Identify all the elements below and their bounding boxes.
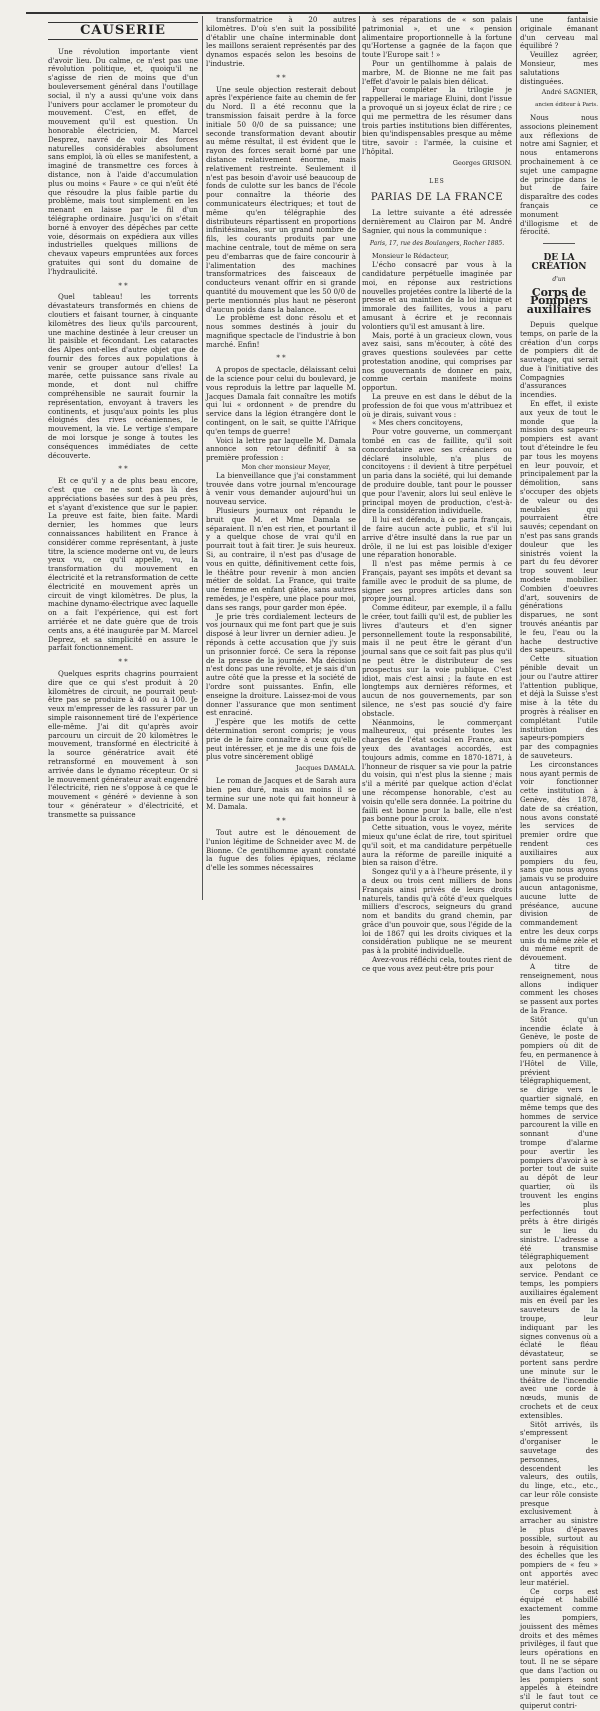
paragraph: Mais, porté à un gracieux clown, vous avez saisi, sans m'écouter, à côté des graves questions soulevées par cette protestation anodine, qui comprises par nos gouvernants de donner en paix, comme certain manifeste moins opportun. xyxy=(362,330,512,393)
column-3 xyxy=(362,15,512,973)
paragraph: Veuillez agréer, Monsieur, mes salutations distinguées. xyxy=(520,50,598,86)
section-stars: * * xyxy=(118,658,128,667)
paragraph: J'espère que les motifs de cette détermination seront compris; je vous prie de le faire connaître à ceux qu'elle peut intéresser, et je me dis une fois de plus votre sincèrement obligé xyxy=(206,717,356,762)
column-separator xyxy=(359,16,360,900)
paragraph: La bienveillance que j'ai constamment trouvée dans votre journal m'encourage à venir vous demander aujourd'hui un nouveau service. xyxy=(206,470,356,507)
paragraph: Tout autre est le dénouement de l'union légitime de Schneider avec M. de Bionne. Ce gentilhomme ayant constaté la fugue des folies épiques, réclame d'elle les sommes nécessaires xyxy=(206,827,356,873)
paragraph: transformatrice à 20 autres kilomètres. D'où s'en suit la possibilité d'établir une chaîne interminable dont les maillons seraient représentés par des dynamos espacés selon les besoins de l'industrie. xyxy=(206,15,356,68)
top-rule xyxy=(26,12,588,14)
paragraph: Nous nous associons pleinement aux réflexions de notre ami Sagnier, et nous entamerons prochainement à ce sujet une campagne de principe dans le but de faire disparaître des codes français ce monument d'illogisme et de férocité. xyxy=(520,112,598,237)
paragraph: Néanmoins, le commerçant malheureux, qui présente toutes les charges de l'état social en France, aux yeux des avantages accordés, est toujours admis, comme en 1870-1871, à l'honneur de risquer sa vie pour la patrie du voisin, qui n'est plus la sienne ; mais s'il a mérité par quelque action d'éclat une récompense honorable, c'est au voisin qu'elle sera donnée. La poitrine du failli est bonne pour la balle, elle n'est pas bonne pour la croix. xyxy=(362,717,512,824)
paragraph: Plusieurs journaux ont répandu le bruit que M. et Mme Damala se séparaient. Il n'en est rien, et pourtant il y a quelque chose de vrai qu'il en pourrait tout à fait tirer. Je suis heureux. Si, au contraire, il n'est pas d'usage de vous en quitte, définitivement cette fois, le théâtre pour revenir à mon ancien métier de soldat. La France, qui traite une femme en enfant gâtée, sans autres remèdes, je l'espère, une place pour moi, dans ses rangs, pour garder mon épée. xyxy=(206,506,356,612)
causerie-title: CAUSERIE xyxy=(48,22,198,40)
signature: Jacques DAMALA. xyxy=(295,764,356,773)
signature-title: ancien éditeur à Paris. xyxy=(535,102,598,109)
column-2 xyxy=(206,16,356,900)
paragraph: Pour votre gouverne, un commerçant tombé en cas de faillite, qu'il soit concordataire avec ses créanciers ou déclaré insoluble, n'a plus de concitoyens : il devient à titre perpétuel un paria dans la société, qui lui demande de produire double, tant pour le pousser que pour l'avenir, alors lui seul enlève le principal moyen de production, c'est-à-dire la considération individuelle. xyxy=(362,427,512,516)
section-stars: * * xyxy=(276,817,286,826)
signature: André SAGNIER, xyxy=(541,88,598,97)
column-4 xyxy=(520,15,599,1711)
paragraph: Sitôt arrivés, ils s'empressent d'organiser le sauvetage des personnes, descendent les valeurs, des outils, du linge, etc., etc., car leur rôle consiste presque exclusivement à arracher au sinistre le plus d'épaves possible, surtout au besoin à réquisition des échelles que les pompiers de « feu » ont apportés avec leur matériel. xyxy=(520,1419,598,1587)
paragraph: La lettre suivante a été adressée dernièrement au Clairon par M. André Sagnier, qui nous la communique : xyxy=(362,208,512,235)
paragraph: Sitôt qu'un incendie éclate à Genève, le poste de pompiers où dit de feu, en permanence à l'Hôtel de Ville, prévient télégraphiquement, se dirige vers le quartier signalé, en même temps que des hommes de service parcourent la ville en sonnant d'une trompe d'alarme pour avertir les pompiers d'avoir à se porter tout de suite au dépôt de leur quartier, où ils trouvent les engins les plus perfectionnés tout prêts à être dirigés sur le lieu du sinistre. L'adresse a été transmise télégraphiquement aux pelotons de service. Pendant ce temps, les pompiers auxiliaires également mis en éveil par les sauveteurs de la troupe, leur indiquant par les signes convenus où a éclaté le fléau dévastateur, se portent sans perdre une minute sur le théâtre de l'incendie avec une corde à nœuds, munis de crochets et de ceux extensibles. xyxy=(520,1014,599,1420)
paragraph: Depuis quelque temps, on parle de la création d'un corps de pompiers dit de sauvetage, qui serait due à l'initiative des Compagnies d'assurances incendies. xyxy=(520,319,598,400)
article-title-main: Corps de Pompiers auxiliaires xyxy=(526,285,592,317)
paragraph: une fantaisie originale émanant d'un cerveau mal équilibré ? xyxy=(520,15,598,51)
paragraph: Il n'est pas même permis à ce Français, payant ses impôts et devant sa famille avec le produit de sa plume, de signer ses propres articles dans son propre journal. xyxy=(362,559,512,604)
paragraph: Une seule objection resterait debout après l'expérience faite au chemin de fer du Nord. Il a été reconnu que la transmission faisait perdre à la force initiale 50 0/0 de sa puissance; une seconde transformation devant aboutir au même résultat, il est évident que le rayon des forces serait borné par une distance relativement énorme, mais relativement restreinte. Seulement il n'est pas besoin d'avoir usé beaucoup de fonds de culotte sur les bancs de l'école pour connaître la théorie des communicateurs électriques; et tout de même qu'en télégraphie des distributeurs répartissent en proportions infinitésimales, sur un grand nombre de fils, les courants produits par une machine centrale, tout de même on sera peu d'embarras que de faire concourir à l'alimentation des machines transformatrices des faisceaux de conducteurs venant offrir en si grande quantité du mouvement que les 50 0/0 de perte mentionnés plus haut ne pèseront d'aucun poids dans la balance. xyxy=(206,84,356,314)
column-separator xyxy=(516,16,517,900)
section-stars: * * xyxy=(276,73,286,82)
paragraph: Le roman de Jacques et de Sarah aura bien peu duré, mais au moins il se termine sur une note qui fait honneur à M. Damala. xyxy=(206,775,356,812)
article-title-connector: d'un xyxy=(552,275,566,283)
column-1 xyxy=(48,16,198,900)
paragraph: Ce corps est équipé et habillé exactement comme les pompiers, jouissent des mêmes droits et des mêmes privilèges, il faut que leurs opérations en tout. Il ne se sépare que dans l'action ou les pompiers sont appelés à éteindre s'il le faut tout ce quiperut contri- xyxy=(520,1586,598,1711)
signature: Georges GRISON. xyxy=(452,158,512,167)
paragraph: A propos de spectacle, délaissant celui de la science pour celui du boulevard, je vous reproduis la lettre par laquelle M. Jacques Damala fait connaître les motifs qui lui « ordonnent » de prendre du service dans la légion étrangère dont le contingent, on le sait, se quitte l'Afrique qu'en temps de guerre! xyxy=(206,365,356,436)
paragraph: Et ce qu'il y a de plus beau encore, c'est que ce ne sont pas là des appréciations basées sur des à peu près, et s'ayant d'existence que sur le papier. La preuve est faite, bien faite. Mardi dernier, les hommes que leurs connaissances habilitent en France à considérer comme représentant, à juste titre, la science moderne ont vu, de leurs yeux vu, ce qu'il appelle, vu, la transformation du mouvement en électricité et la retransformation de cette électricité en mouvement après un circuit de vingt kilomètres. De plus, la machine dynamo-électrique avec laquelle on a fait l'expérience, qui est fort arriérée et ne date guère que de trois cents ans, a été inaugurée par M. Marcel Deprez, et sa simplicité en assure le parfait fonctionnement. xyxy=(48,476,198,653)
letter-address: Paris, 17, rue des Boulangers, Rocher 1885. xyxy=(369,239,505,247)
paragraph: L'écho consacré par vous à la candidature perpétuelle imaginée par moi, en réponse aux restrictions nouvelles projetées contre la liberté de la presse et au maintien de la loi inique et immorale des faillites, vous a paru amusant à écrire et je reconnais volontiers qu'il est amusant à lire. xyxy=(362,260,512,331)
letter-salutation: Mon cher monsieur Meyer, xyxy=(241,463,331,472)
article-kicker: LES xyxy=(429,177,445,185)
paragraph: « Mes chers concitoyens, xyxy=(372,418,463,428)
column-separator xyxy=(202,16,203,900)
paragraph: Cette situation, vous le voyez, mérite mieux qu'une éclat de rire, tout spirituel qu'il soit, et ma candidature perpétuelle aura la réforme de pareille iniquité a bien sa raison d'être. xyxy=(362,823,512,868)
letter-salutation: Monsieur le Rédacteur, xyxy=(372,252,449,261)
article-title: DE LA CRÉATION xyxy=(531,253,587,272)
paragraph: Pour compléter la trilogie je rappellerai le mariage Eluini, dont l'issue a provoqué un si joyeux éclat de rire ; ce qui me permettra de les résumer dans trois parties institutions bien différentes, bien qu'indispensables presque au même titre, savoir : l'armée, la cuisine et l'hôpital. xyxy=(362,85,512,156)
paragraph: à ses réparations de « son palais patrimonial », et une « pension alimentaire proportionnelle à la fortune qu'Hortense a gagnée de la façon que toute l'Europe sait ! » xyxy=(362,15,512,60)
paragraph: Comme éditeur, par exemple, il a fallu le créer, tout failli qu'il est, de publier les livres d'auteurs et d'en signer personnellement toute la responsabilité, mais il ne peut être le gérant d'un journal sans que ce soit fait pas plus qu'il ne peut être le distributeur de ses prospectus sur la voie publique. C'est idiot, mais c'est ainsi ; la faute en est longtemps aux dernières réformes, et aucun de nos gouvernements, par son silence, ne s'est pas soucié d'y faire obstacle. xyxy=(362,603,512,718)
divider xyxy=(543,243,574,244)
paragraph: Cette situation pénible devait un jour ou l'autre attirer l'attention publique, et déjà la Suisse s'est mise à la tête du progrès à réaliser en complétant l'utile institution des sapeurs-pompiers par des compagnies de sauveteurs. xyxy=(520,654,598,760)
paragraph: Une révolution importante vient d'avoir lieu. Du calme, ce n'est pas une révolution politique, et, quoiqu'il ne s'agisse de rien de moins que d'un bouleversement général dans l'outillage social, il n'y a aussi qu'une voix dans l'univers pour acclamer le promoteur du mouvement. C'est, en effet, de mouvement qu'il est question. Un honorable électricien, M. Marcel Desprez, navré de voir des forces naturelles considérables absolument sans emploi, là où elles se manifestent, a imaginé de transmettre ces forces à distance, non à l'aide d'accumulation plus ou moins « Faure » ce qui n'eût été que résoudre la plus faible partie du problème, mais tout simplement en les menant en laisse par le fil d'un télégraphe ordinaire. Jusqu'ici on s'était borné à envoyer des dépêches par cette voie, désormais on expédiera aux villes industrielles quelques millions de chevaux vapeurs empruntées aux forces gratuites qui sont du domaine de l'hydraulicité. xyxy=(48,46,198,276)
section-stars: * * xyxy=(118,465,128,474)
paragraph: La preuve en est dans le début de la profession de foi que vous m'attribuez et où je dirais, suivant vous : xyxy=(362,392,512,419)
paragraph: Pour un gentilhomme à palais de marbre, M. de Bionne ne me fait pas l'effet d'avoir le palais bien délicat. xyxy=(362,58,512,86)
paragraph: A titre de renseignement, nous allons indiquer comment les choses se passent aux portes de la France. xyxy=(520,962,598,1016)
paragraph: Les circonstances nous ayant permis de voir fonctionner cette institution à Genève, dès 1878, date de sa création, nous avons constaté les services de premier ordre que rendent ces auxiliaires aux pompiers du feu, sans que nous ayons jamais vu se produire aucun antagonisme, aucune lutte de préséance, aucune division de commandement entre les deux corps unis du même zèle et du même esprit de dévouement. xyxy=(520,759,598,963)
paragraph: Quelques esprits chagrins pourraient dire que ce qui s'est produit à 20 kilomètres de circuit, ne pourrait peut-être pas se produire à 40 ou à 100. Je veux m'empresser de les rassurer par un simple raisonnement tiré de l'expérience elle-même. J'ai dit qu'après avoir parcouru un circuit de 20 kilomètres le mouvement, transformé en électricité à la source génératrice avait été retransformé en mouvement à son arrivée dans le dynamo récepteur. Or si le mouvement générateur avait engendré l'électricité, rien ne s'oppose à ce que le mouvement « généré » devienne à son tour « générateur » d'électricité, et transmette sa puissance xyxy=(48,668,198,819)
paragraph: Voici la lettre par laquelle M. Damala annonce son retour définitif à sa première profession : xyxy=(206,435,356,463)
paragraph: Songez qu'il y a à l'heure présente, il y a deux ou trois cent milliers de bons Français ainsi privés de leurs droits naturels, tandis qu'à côté d'eux quelques milliers d'escrocs, seigneurs du grand nom et bandits du grand chemin, par grâce d'un pouvoir que, sous l'égide de la loi de 1867 qui les droits civiques et la considération publique ne se meurent pas à la probité individuelle. xyxy=(362,867,512,956)
paragraph: En effet, il existe aux yeux de tout le monde que la mission des sapeurs-pompiers est avant tout d'éteindre le feu par tous les moyens en leur pouvoir, et principalement par la démolition, sans s'occuper des objets de valeur ou des meubles qui pourraient être sauvés; cependant on n'est pas sans grands douleur que les sinistrés voient la part du feu dévorer trop souvent leur modeste mobilier. Combien d'oeuvres d'art, souvenirs de générations disparues, ne sont trouvés anéantis par le feu, l'eau ou la hache destructive des sapeurs. xyxy=(520,399,598,655)
paragraph: Quel tableau! les torrents dévastateurs transformés en chiens de cloutiers et faisant tourner, à cinquante kilomètres des lieux qu'ils parcourent, une machine destinée à leur creuser un lit paisible et fécondant. Les cataractes des Alpes ont-elles d'autre objet que de fournir des forces aux populations à venir se grouper autour d'elles! La marée, cette puissance sans rivale au monde, et dont nul chiffre compréhensible ne saurait fournir la représentation, envoyant à travers les continents, et jusqu'aux points les plus éloignés des rives océaniennes, le mouvement, la vie. Le vertige s'empare de moi lorsque je songe à toutes les conséquences immédiates de cette découverte. xyxy=(48,292,198,460)
paragraph: Avez-vous réfléchi cela, toutes rient de ce que vous avez peut-être pris pour xyxy=(362,955,512,973)
section-stars: * * xyxy=(118,281,128,290)
paragraph: Il lui est défendu, à ce paria français, de faire aucun acte public, et s'il lui arrive d'être insulté dans la rue par un drôle, il ne lui est pas loisible d'exiger une réparation honorable. xyxy=(362,515,512,560)
paragraph: Le problème est donc résolu et et nous sommes destinés à jouir du magnifique spectacle de l'industrie à bon marché. Enfin! xyxy=(206,313,356,349)
section-stars: * * xyxy=(276,354,286,363)
paragraph: Je prie très cordialement lecteurs de vos journaux qui me font part que je suis disposé à leur livrer un dernier adieu. Je réponds à cette accusation que j'y suis un prisonnier forcé. Ce sera la réponse de la presse de la journée. Ma décision n'est donc pas une révolte, et je sais d'un autre côté que la presse et la société de l'ordre sont puissantes. Enfin, elle enseigne la droiture. Laissez-moi de vous donner l'assurance que mon sentiment est enraciné. xyxy=(206,611,356,718)
article-title: PARIAS DE LA FRANCE xyxy=(370,192,504,204)
